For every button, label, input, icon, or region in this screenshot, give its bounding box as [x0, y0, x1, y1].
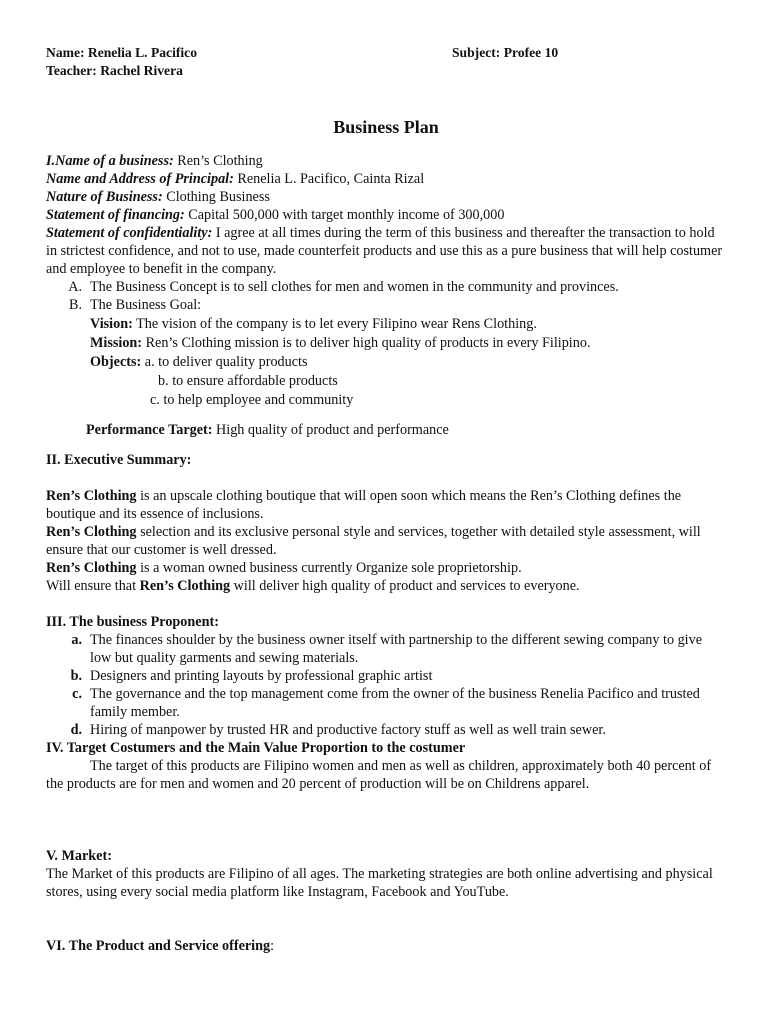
business-name-line: [46, 152, 726, 170]
list-marker: a.: [71, 632, 82, 648]
summary-paragraph: [46, 577, 726, 595]
document-header: [46, 44, 726, 80]
address-line: [46, 170, 726, 188]
subject: Subject: Profee 10: [452, 45, 559, 60]
summary-text: is an upscale clothing boutique that will open soon which means the Ren’s Clothing defines the boutique and its essence of inclusions.: [46, 488, 682, 522]
brand-name: Ren’s Clothing: [46, 560, 137, 576]
financing-line: [46, 206, 726, 224]
list-text: Designers and printing layouts by professional graphic artist: [90, 668, 433, 684]
mission-line: [46, 334, 726, 352]
financing-value: Capital 500,000 with target monthly income of 300,000: [184, 207, 505, 223]
brand-name: Ren’s Clothing: [46, 488, 137, 504]
objects-label: Objects:: [90, 354, 142, 370]
list-text: The finances shoulder by the business owner itself with partnership to the different sewing company to give low but quality garments and sewing materials.: [90, 632, 703, 666]
list-text: The governance and the top management come from the owner of the business Renelia Pacifico and trusted family member.: [90, 686, 700, 720]
list-marker: c.: [72, 686, 82, 702]
summary-paragraph: [46, 559, 726, 577]
summary-paragraph: [46, 487, 726, 523]
list-marker: d.: [70, 722, 82, 738]
section-heading: II. Executive Summary:: [46, 452, 192, 468]
vision-value: The vision of the company is to let every Filipino wear Rens Clothing.: [132, 316, 537, 332]
student-name: Name: Renelia L. Pacifico: [46, 45, 197, 60]
object-item: b. to ensure affordable products: [158, 373, 338, 389]
performance-value: High quality of product and performance: [212, 422, 449, 438]
summary-text: selection and its exclusive personal style and services, together with detailed style assessment, will ensure that our customer is well dressed.: [46, 524, 701, 558]
summary-text: is a woman owned business currently Organize sole proprietorship.: [136, 560, 522, 576]
section-heading: IV. Target Costumers and the Main Value Proportion to the costumer: [46, 740, 466, 756]
document-page: [46, 44, 726, 954]
brand-name: Ren’s Clothing: [46, 524, 137, 540]
vision-label: Vision:: [90, 316, 133, 332]
list-text: Hiring of manpower by trusted HR and productive factory stuff as well as well train sewer.: [90, 722, 606, 738]
vision-line: [46, 315, 726, 333]
object-item: c. to help employee and community: [150, 392, 354, 408]
brand-name: Ren’s Clothing: [139, 578, 231, 594]
object-item: a. to deliver quality products: [141, 354, 308, 370]
confidentiality-label: Statement of confidentiality:: [46, 225, 213, 241]
mission-label: Mission:: [90, 335, 143, 351]
section-heading: VI. The Product and Service offering: [46, 938, 271, 954]
target-paragraph: The target of this products are Filipino women and men as well as children, approximately both 40 percent of the products are for men and women and 20 percent of production will be on Childrens apparel.: [46, 758, 712, 792]
address-value: Renelia L. Pacifico, Cainta Rizal: [233, 171, 425, 187]
performance-line: [46, 421, 726, 439]
business-name-value: Ren’s Clothing: [173, 153, 263, 169]
mission-value: Ren’s Clothing mission is to deliver high quality of products in every Filipino.: [142, 335, 591, 351]
list-text: The Business Concept is to sell clothes for men and women in the community and provinces.: [90, 279, 619, 295]
list-item: [46, 721, 726, 739]
financing-label: Statement of financing:: [46, 207, 185, 223]
summary-paragraph: [46, 523, 726, 559]
business-name-label: I.Name of a business:: [46, 153, 174, 169]
performance-label: Performance Target:: [86, 422, 213, 438]
section-heading-line: [46, 937, 726, 955]
market-paragraph: The Market of this products are Filipino of all ages. The marketing strategies are both online advertising and physical stores, using every social media platform like Instagram, Facebook and YouTube.: [46, 866, 713, 900]
list-marker: B.: [68, 297, 82, 313]
list-item: [46, 631, 726, 667]
summary-text: will deliver high quality of product and services to everyone.: [230, 578, 580, 594]
objects-line: [46, 353, 726, 371]
confidentiality-value: I agree at all times during the term of this business and thereafter the transaction to hold in strictest confidence, and not to use, made counterfeit products and use this as a pure business that will help costumer and employee to benefit in the company.: [46, 225, 723, 277]
heading-colon: :: [270, 938, 275, 954]
nature-line: [46, 188, 726, 206]
list-item: [46, 296, 726, 314]
address-label: Name and Address of Principal:: [46, 171, 234, 187]
confidentiality-paragraph: [46, 224, 726, 278]
nature-value: Clothing Business: [162, 189, 270, 205]
document-body: [46, 152, 726, 955]
list-text: The Business Goal:: [90, 297, 202, 313]
section-heading: III. The business Proponent:: [46, 614, 219, 630]
page-title: Business Plan: [333, 117, 439, 137]
teacher-name: Teacher: Rachel Rivera: [46, 63, 183, 78]
summary-text: Will ensure that: [46, 578, 140, 594]
list-marker: A.: [68, 279, 82, 295]
list-item: [46, 667, 726, 685]
section-heading: V. Market:: [46, 848, 112, 864]
list-item: [46, 278, 726, 296]
list-item: [46, 685, 726, 721]
nature-label: Nature of Business:: [46, 189, 163, 205]
list-marker: b.: [70, 668, 82, 684]
